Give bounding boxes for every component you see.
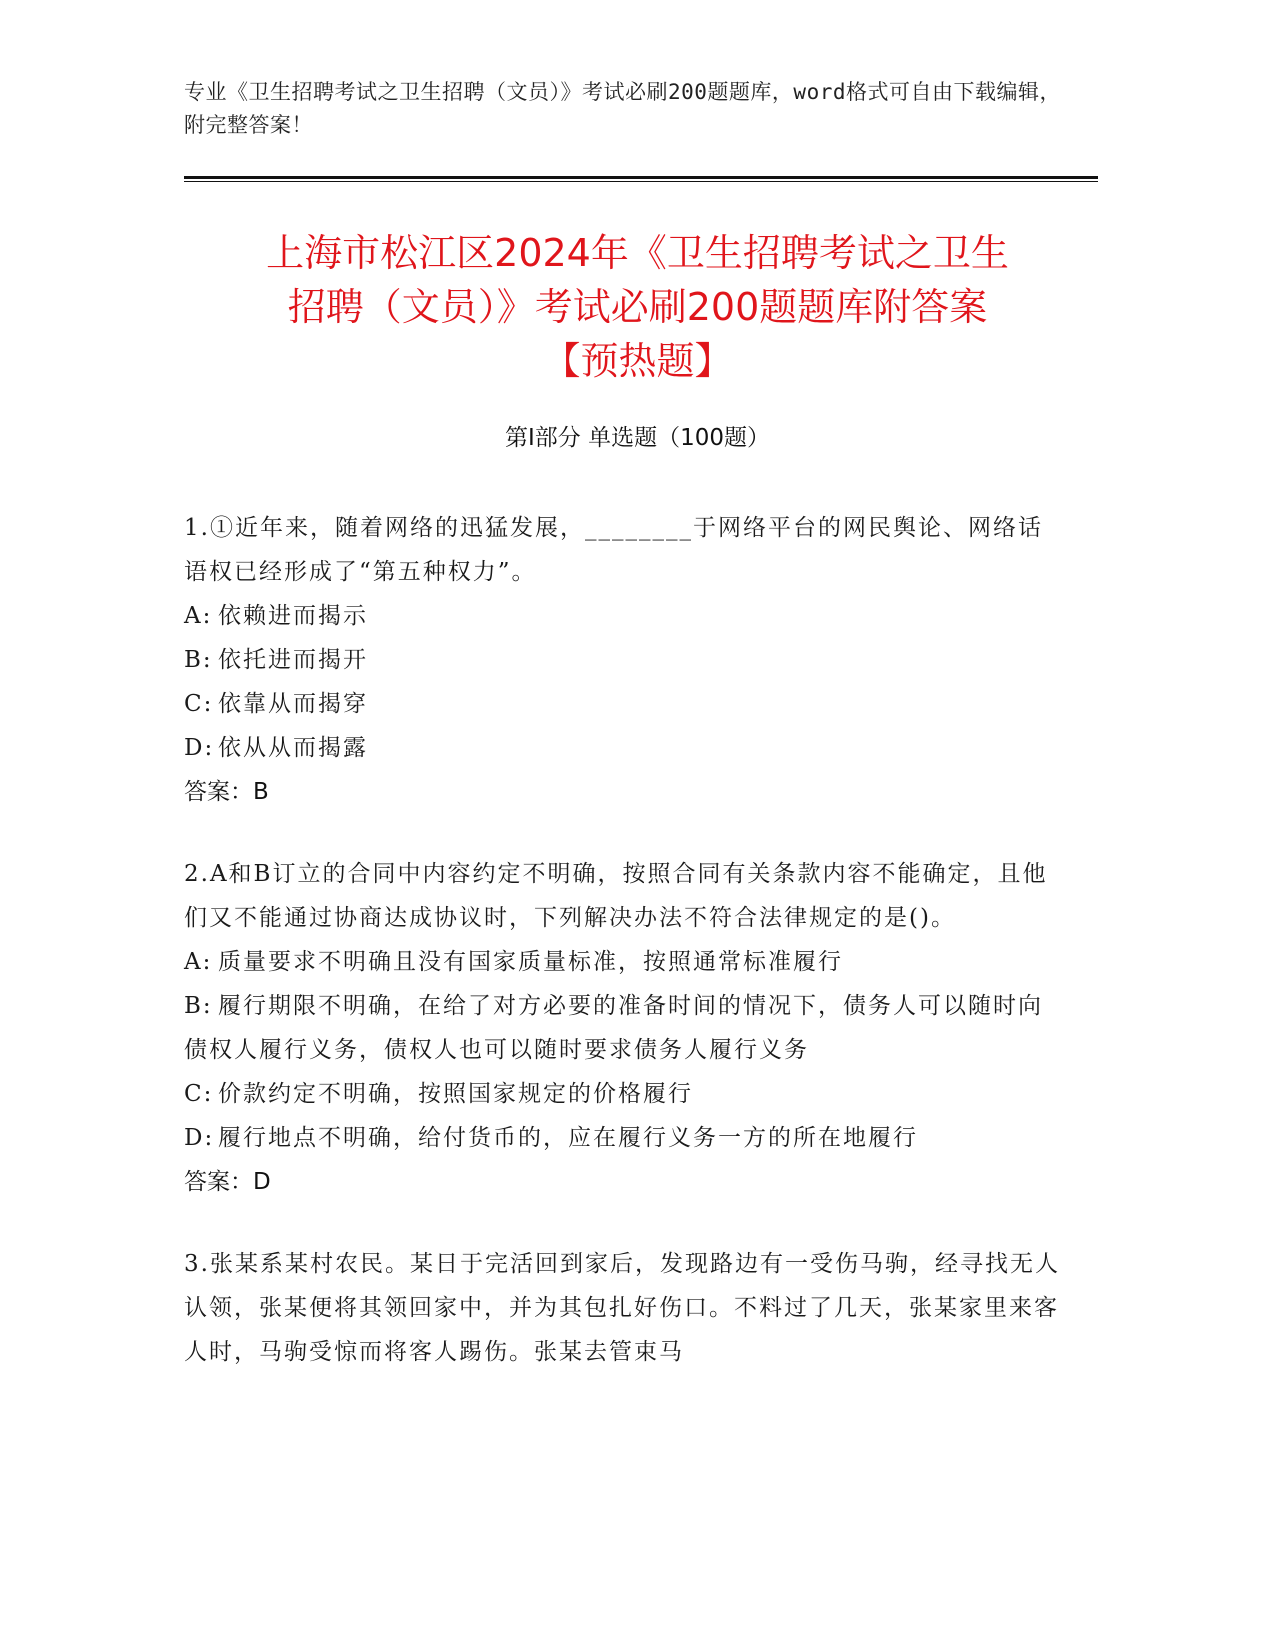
option-a	[184, 940, 1064, 984]
option-text: 质量要求不明确且没有国家质量标准，按照通常标准履行	[218, 949, 843, 975]
option-text: 价款约定不明确，按照国家规定的价格履行	[218, 1081, 693, 1107]
option-key: B:	[184, 993, 213, 1019]
option-d	[184, 726, 1064, 770]
answer-label: 答案：D	[184, 1169, 271, 1195]
document-title	[150, 226, 1125, 388]
option-key: A:	[184, 603, 213, 629]
option-key: C:	[184, 691, 214, 717]
option-text: 依赖进而揭示	[218, 603, 368, 629]
title-line-1: 上海市松江区2024年《卫生招聘考试之卫生	[266, 231, 1009, 275]
option-text: 依托进而揭开	[218, 647, 368, 673]
header-rule-thick	[184, 176, 1098, 179]
question-list	[184, 506, 1064, 1412]
question-2	[184, 852, 1064, 1204]
question-text: 2.A和B订立的合同中内容约定不明确，按照合同有关条款内容不能确定，且他们又不能通过协商达成协议时，下列解决办法不符合法律规定的是()。	[184, 861, 1048, 931]
option-text: 依从从而揭露	[218, 735, 368, 761]
header-rule-thin	[184, 181, 1098, 182]
option-text: 履行期限不明确，在给了对方必要的准备时间的情况下，债务人可以随时向债权人履行义务，债权人也可以随时要求债务人履行义务	[184, 993, 1043, 1063]
option-key: C:	[184, 1081, 214, 1107]
title-line-2: 招聘（文员）》考试必刷200题题库附答案	[287, 285, 988, 329]
question-text: 1.①近年来，随着网络的迅猛发展，________于网络平台的网民舆论、网络话语权已经形成了“第五种权力”。	[184, 515, 1043, 585]
section-heading: 第Ⅰ部分 单选题（100题）	[505, 425, 770, 451]
answer-label: 答案：B	[184, 779, 269, 805]
option-b	[184, 638, 1064, 682]
option-c	[184, 682, 1064, 726]
question-3	[184, 1242, 1064, 1374]
title-line-3: 【预热题】	[542, 339, 733, 383]
option-d	[184, 1116, 1064, 1160]
option-text: 依靠从而揭穿	[218, 691, 368, 717]
option-key: A:	[184, 949, 213, 975]
option-key: B:	[184, 647, 213, 673]
question-text: 3.张某系某村农民。某日于完活回到家后，发现路边有一受伤马驹，经寻找无人认领，张某便将其领回家中，并为其包扎好伤口。不料过了几天，张某家里来客人时，马驹受惊而将客人踢伤。张某去管束马	[184, 1251, 1060, 1365]
option-key: D:	[184, 1125, 215, 1151]
option-b	[184, 984, 1064, 1072]
option-text: 履行地点不明确，给付货币的，应在履行义务一方的所在地履行	[218, 1125, 918, 1151]
option-a	[184, 594, 1064, 638]
option-c	[184, 1072, 1064, 1116]
option-key: D:	[184, 735, 215, 761]
question-1	[184, 506, 1064, 814]
header-note: 专业《卫生招聘考试之卫生招聘（文员）》考试必刷200题题库，word格式可自由下载编辑，附完整答案！	[184, 80, 1061, 137]
